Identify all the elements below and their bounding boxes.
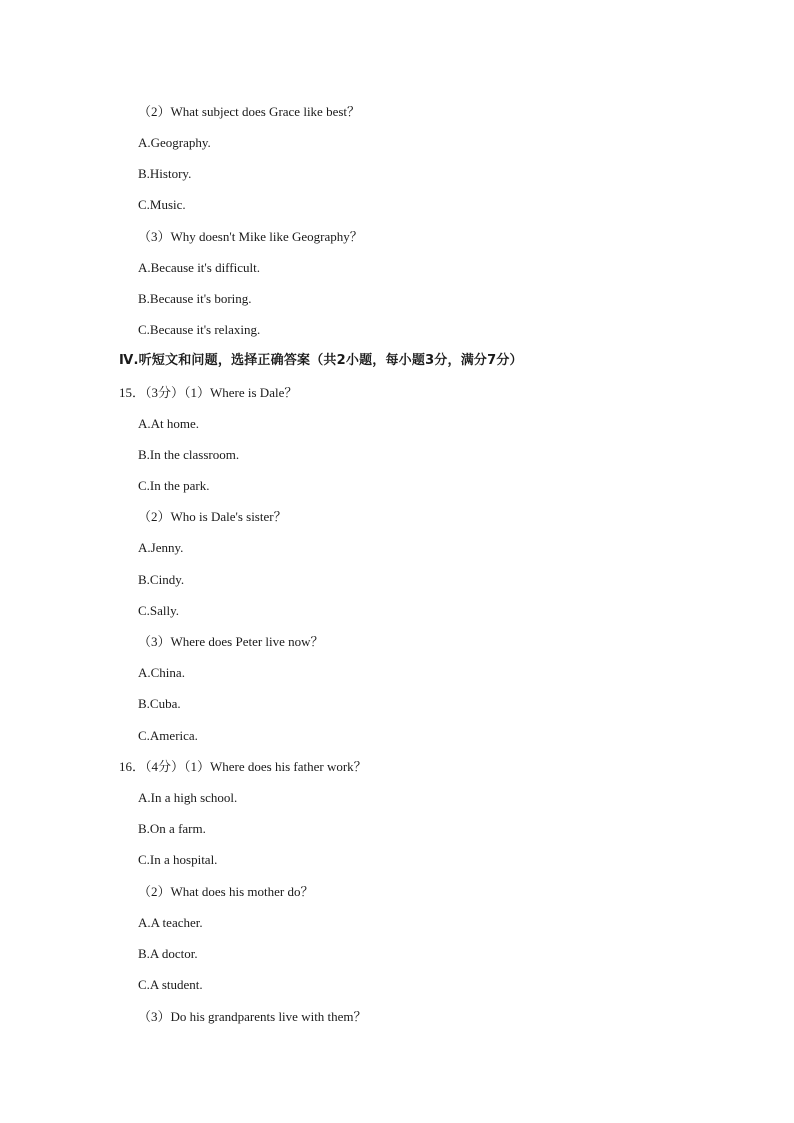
- option-a: A.Jenny.: [138, 540, 184, 555]
- option-c: C.Because it's relaxing.: [138, 322, 261, 337]
- question-15-header: 15．（3分）（1）Where is Dale？: [119, 385, 298, 400]
- option-c: C.In a hospital.: [138, 852, 218, 867]
- option-c: C.A student.: [138, 977, 203, 992]
- option-c: C.Music.: [138, 197, 186, 212]
- option-b: B.History.: [138, 166, 192, 181]
- option-a: A.Geography.: [138, 135, 211, 150]
- option-a: A.China.: [138, 665, 185, 680]
- question-2-subject: （2）What subject does Grace like best？: [138, 104, 361, 119]
- question-16-2: （2）What does his mother do？: [138, 884, 314, 899]
- question-15-2: （2）Who is Dale's sister？: [138, 509, 287, 524]
- option-a: A.A teacher.: [138, 915, 203, 930]
- option-a: A.At home.: [138, 416, 200, 431]
- option-b: B.Cuba.: [138, 696, 181, 711]
- option-c: C.In the park.: [138, 478, 210, 493]
- option-c: C.Sally.: [138, 603, 180, 618]
- question-15-3: （3）Where does Peter live now？: [138, 634, 324, 649]
- question-3-geography: （3）Why doesn't Mike like Geography？: [138, 229, 363, 244]
- section-heading: Ⅳ.听短文和问题，选择正确答案（共2小题，每小题3分，满分7分）: [119, 353, 523, 368]
- option-b: B.A doctor.: [138, 946, 198, 961]
- option-b: B.On a farm.: [138, 821, 206, 836]
- option-c: C.America.: [138, 728, 198, 743]
- option-b: B.In the classroom.: [138, 447, 240, 462]
- question-16-header: 16．（4分）（1）Where does his father work？: [119, 759, 367, 774]
- option-a: A.In a high school.: [138, 790, 238, 805]
- option-a: A.Because it's difficult.: [138, 260, 260, 275]
- option-b: B.Cindy.: [138, 572, 185, 587]
- question-16-3: （3）Do his grandparents live with them？: [138, 1009, 367, 1024]
- option-b: B.Because it's boring.: [138, 291, 252, 306]
